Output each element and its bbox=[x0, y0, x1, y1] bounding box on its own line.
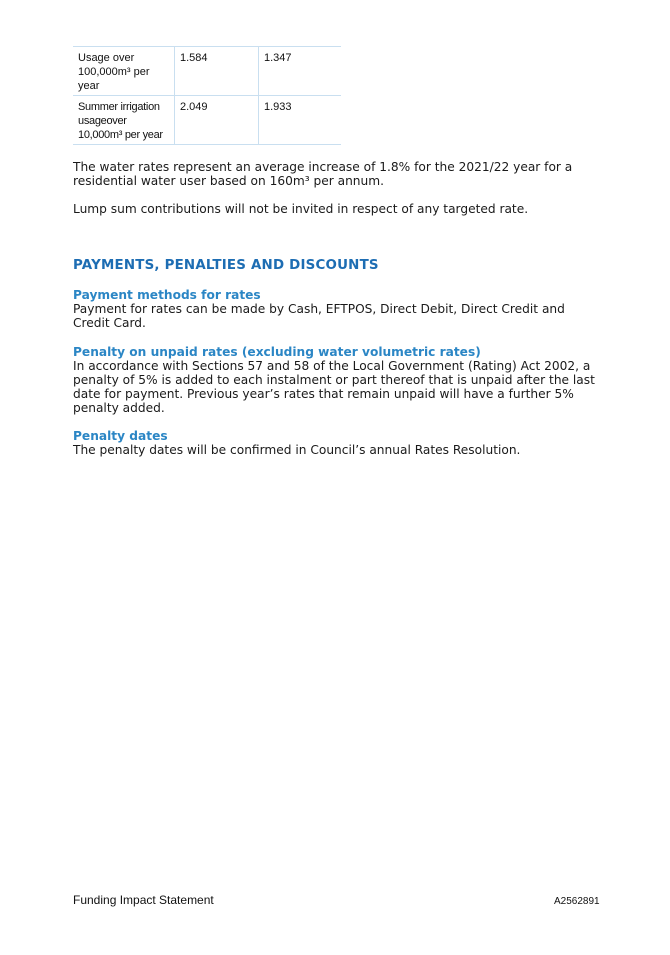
footer-title: Funding Impact Statement bbox=[73, 893, 214, 907]
lump-sum-paragraph: Lump sum contributions will not be invited in respect of any targeted rate. bbox=[73, 202, 529, 216]
penalty-dates-text: The penalty dates will be confirmed in Council’s annual Rates Resolution. bbox=[73, 443, 521, 457]
table-row bbox=[73, 47, 341, 96]
payment-methods-text: Payment for rates can be made by Cash, EFTPOS, Direct Debit, Direct Credit and Credit Card. bbox=[73, 302, 565, 330]
penalty-dates-heading: Penalty dates bbox=[73, 429, 168, 443]
section-heading: PAYMENTS, PENALTIES AND DISCOUNTS bbox=[73, 258, 379, 273]
payment-methods-heading: Payment methods for rates bbox=[73, 288, 261, 302]
penalty-unpaid-heading: Penalty on unpaid rates (excluding water volumetric rates) bbox=[73, 345, 481, 359]
table-row bbox=[73, 96, 341, 145]
water-rates-table bbox=[73, 46, 341, 145]
footer-reference: A2562891 bbox=[554, 896, 600, 907]
penalty-unpaid-text: In accordance with Sections 57 and 58 of the Local Government (Rating) Act 2002, a penalty of 5% is added to each instalment or part thereof that is unpaid after the last date for payment. Previous year’s rates that remain unpaid will have a further 5% penalty added. bbox=[73, 359, 595, 415]
table-cell-label: Summer irrigation usageover 10,000m³ per year bbox=[73, 96, 175, 145]
table-cell-value: 1.584 bbox=[175, 47, 259, 96]
table-cell-label: Usage over 100,000m³ per year bbox=[73, 47, 175, 96]
water-rates-paragraph: The water rates represent an average increase of 1.8% for the 2021/22 year for a residential water user based on 160m³ per annum. bbox=[73, 160, 573, 188]
table-cell-value: 2.049 bbox=[175, 96, 259, 145]
table-cell-value: 1.347 bbox=[259, 47, 342, 96]
table-cell-value: 1.933 bbox=[259, 96, 342, 145]
